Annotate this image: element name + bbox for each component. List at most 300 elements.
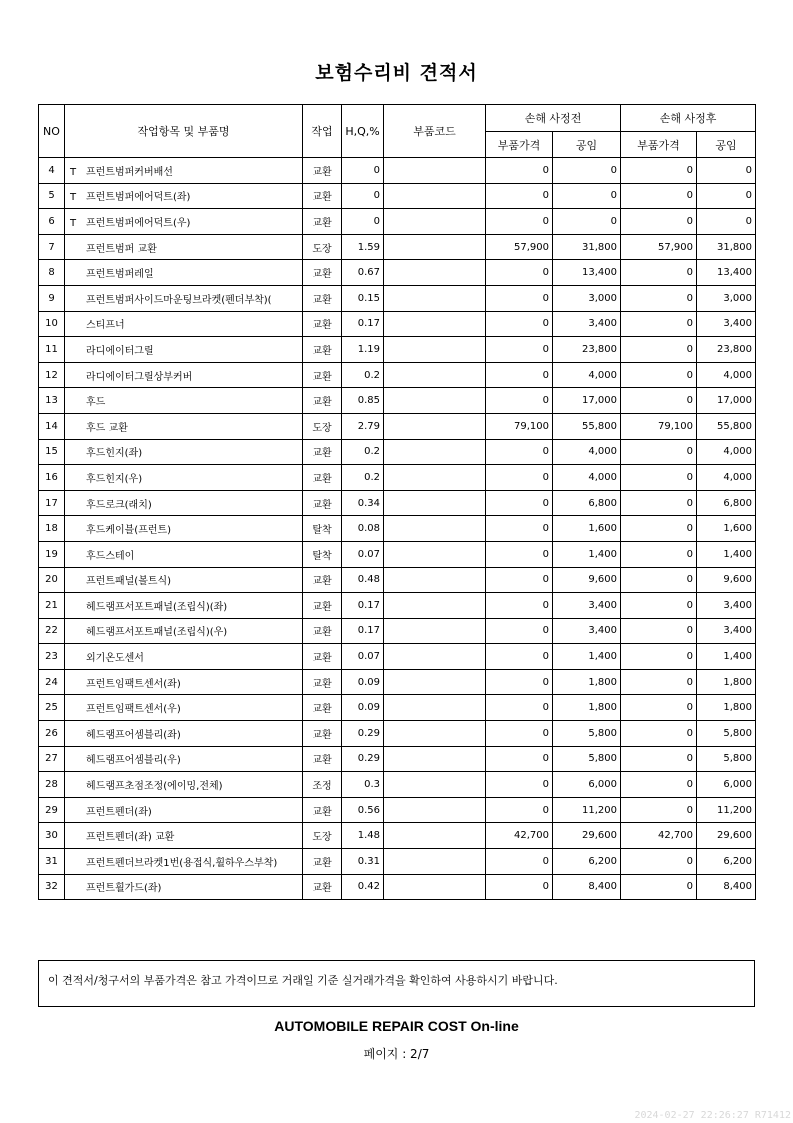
row-after-labor: 23,800: [697, 337, 756, 363]
row-before-part-price: 0: [486, 874, 553, 900]
row-before-labor: 1,800: [553, 695, 621, 721]
table-row: [39, 721, 756, 747]
row-part-code: [384, 772, 486, 798]
row-before-part-price: 0: [486, 439, 553, 465]
row-part-code: [384, 439, 486, 465]
header-after-labor: 공임: [697, 132, 756, 158]
row-item-label: 프런트범퍼에어덕트(우): [86, 217, 191, 229]
table-row: [39, 797, 756, 823]
row-before-labor: 4,000: [553, 439, 621, 465]
row-item-name: [65, 849, 303, 875]
row-part-code: [384, 158, 486, 184]
row-item-label: 프런트범퍼 교환: [86, 243, 157, 255]
row-item-label: 후드로크(래치): [86, 499, 152, 511]
row-work-type: 교환: [303, 746, 342, 772]
row-item-label: 후드힌지(우): [86, 473, 143, 485]
row-item-label: 프런트펜더브라켓1번(용접식,휠하우스부착): [86, 857, 278, 869]
row-no: 17: [39, 490, 65, 516]
row-hq: 0.07: [342, 541, 384, 567]
row-part-code: [384, 490, 486, 516]
row-after-part-price: 0: [621, 746, 697, 772]
table-row: [39, 285, 756, 311]
price-notice: 이 견적서/청구서의 부품가격은 참고 가격이므로 거래일 기준 실거래가격을 확인하여 사용하시기 바랍니다.: [38, 960, 755, 1007]
row-before-labor: 1,600: [553, 516, 621, 542]
row-item-label: 헤드램프서포트패널(조립식)(우): [86, 627, 228, 639]
row-item-name: [65, 541, 303, 567]
header-no: NO: [39, 105, 65, 158]
row-after-labor: 1,800: [697, 695, 756, 721]
row-hq: 0.31: [342, 849, 384, 875]
row-work-type: 교환: [303, 285, 342, 311]
row-no: 8: [39, 260, 65, 286]
row-before-part-price: 0: [486, 209, 553, 235]
row-before-labor: 0: [553, 158, 621, 184]
row-item-label: 라디에이터그릴: [86, 345, 154, 357]
row-before-labor: 9,600: [553, 567, 621, 593]
row-hq: 0.3: [342, 772, 384, 798]
row-item-name: [65, 260, 303, 286]
row-item-label: 스티프너: [86, 320, 125, 332]
row-after-part-price: 79,100: [621, 413, 697, 439]
row-item-name: [65, 618, 303, 644]
row-no: 11: [39, 337, 65, 363]
row-before-labor: 29,600: [553, 823, 621, 849]
row-item-name: [65, 797, 303, 823]
row-work-type: 교환: [303, 874, 342, 900]
row-after-part-price: 0: [621, 644, 697, 670]
document-title: 보험수리비 견적서: [315, 62, 478, 84]
estimate-rows: [39, 158, 756, 900]
row-before-labor: 6,800: [553, 490, 621, 516]
row-item-label: 프런트범퍼에어덕트(좌): [86, 192, 191, 204]
row-part-code: [384, 234, 486, 260]
row-item-label: 후드 교환: [86, 422, 128, 434]
header-before-adjustment: 손해 사정전: [486, 105, 621, 132]
row-after-labor: 1,600: [697, 516, 756, 542]
row-before-part-price: 0: [486, 721, 553, 747]
row-work-type: 교환: [303, 490, 342, 516]
row-no: 9: [39, 285, 65, 311]
row-after-labor: 1,400: [697, 541, 756, 567]
row-no: 12: [39, 362, 65, 388]
row-before-labor: 6,000: [553, 772, 621, 798]
row-work-type: 교환: [303, 721, 342, 747]
row-after-part-price: 0: [621, 541, 697, 567]
row-item-label: 후드케이블(프런트): [86, 525, 172, 537]
row-item-name: [65, 874, 303, 900]
row-work-type: 교환: [303, 465, 342, 491]
row-before-part-price: 0: [486, 183, 553, 209]
row-work-type: 탈착: [303, 541, 342, 567]
row-after-labor: 5,800: [697, 746, 756, 772]
row-item-name: [65, 413, 303, 439]
table-row: [39, 158, 756, 184]
table-row: [39, 234, 756, 260]
row-hq: 0.09: [342, 695, 384, 721]
row-item-label: 외기온도센서: [86, 653, 144, 665]
row-hq: 0: [342, 158, 384, 184]
row-part-code: [384, 797, 486, 823]
row-after-part-price: 0: [621, 183, 697, 209]
table-row: [39, 388, 756, 414]
row-item-name: [65, 234, 303, 260]
row-before-part-price: 57,900: [486, 234, 553, 260]
row-item-name: [65, 337, 303, 363]
row-item-label: 프런트범퍼사이드마운팅브라켓(펜더부착)(: [86, 294, 272, 306]
table-row: [39, 413, 756, 439]
row-work-type: 교환: [303, 593, 342, 619]
row-after-labor: 9,600: [697, 567, 756, 593]
row-after-labor: 0: [697, 209, 756, 235]
row-before-part-price: 0: [486, 465, 553, 491]
row-after-labor: 8,400: [697, 874, 756, 900]
row-hq: 0.07: [342, 644, 384, 670]
row-after-part-price: 0: [621, 516, 697, 542]
row-item-name: [65, 465, 303, 491]
row-item-name: [65, 183, 303, 209]
row-before-part-price: 0: [486, 388, 553, 414]
row-work-type: 도장: [303, 823, 342, 849]
row-after-labor: 0: [697, 183, 756, 209]
table-row: [39, 260, 756, 286]
table-row: [39, 644, 756, 670]
row-after-part-price: 0: [621, 337, 697, 363]
row-before-part-price: 0: [486, 516, 553, 542]
row-after-part-price: 0: [621, 465, 697, 491]
row-before-part-price: 0: [486, 772, 553, 798]
row-item-label: 후드: [86, 397, 106, 409]
row-item-label: 프런트임팩트센서(좌): [86, 678, 181, 690]
row-item-name: [65, 516, 303, 542]
row-work-type: 교환: [303, 797, 342, 823]
row-before-part-price: 0: [486, 260, 553, 286]
header-part-code: 부품코드: [384, 105, 486, 158]
row-before-labor: 3,400: [553, 593, 621, 619]
row-no: 15: [39, 439, 65, 465]
row-item-name: [65, 823, 303, 849]
table-row: [39, 874, 756, 900]
row-part-code: [384, 695, 486, 721]
row-hq: 0.2: [342, 465, 384, 491]
row-item-name: [65, 388, 303, 414]
row-after-part-price: 0: [621, 311, 697, 337]
row-no: 24: [39, 669, 65, 695]
row-hq: 0.85: [342, 388, 384, 414]
row-before-labor: 4,000: [553, 465, 621, 491]
table-row: [39, 311, 756, 337]
row-before-part-price: 0: [486, 849, 553, 875]
row-before-part-price: 0: [486, 337, 553, 363]
row-before-labor: 4,000: [553, 362, 621, 388]
row-hq: 0: [342, 209, 384, 235]
row-mark: T: [70, 192, 77, 204]
row-after-part-price: 0: [621, 695, 697, 721]
row-no: 16: [39, 465, 65, 491]
row-hq: 0.17: [342, 593, 384, 619]
row-after-part-price: 0: [621, 490, 697, 516]
header-before-part-price: 부품가격: [486, 132, 553, 158]
row-hq: 0.2: [342, 439, 384, 465]
row-work-type: 교환: [303, 439, 342, 465]
row-after-labor: 5,800: [697, 721, 756, 747]
page-number: 페이지 : 2/7: [363, 1047, 430, 1061]
row-before-labor: 55,800: [553, 413, 621, 439]
row-before-labor: 11,200: [553, 797, 621, 823]
row-hq: 0.48: [342, 567, 384, 593]
row-after-labor: 3,400: [697, 618, 756, 644]
row-item-label: 프런트패널(볼트식): [86, 576, 172, 588]
row-hq: 1.19: [342, 337, 384, 363]
table-row: [39, 439, 756, 465]
row-before-labor: 5,800: [553, 721, 621, 747]
row-after-part-price: 0: [621, 362, 697, 388]
row-after-part-price: 57,900: [621, 234, 697, 260]
row-part-code: [384, 260, 486, 286]
row-after-part-price: 0: [621, 285, 697, 311]
row-part-code: [384, 593, 486, 619]
row-no: 14: [39, 413, 65, 439]
row-before-labor: 1,400: [553, 644, 621, 670]
row-after-part-price: 0: [621, 158, 697, 184]
row-item-label: 후드힌지(좌): [86, 448, 143, 460]
row-no: 19: [39, 541, 65, 567]
row-item-label: 프런트임팩트센서(우): [86, 704, 181, 716]
row-before-labor: 6,200: [553, 849, 621, 875]
row-no: 31: [39, 849, 65, 875]
row-before-part-price: 79,100: [486, 413, 553, 439]
row-no: 27: [39, 746, 65, 772]
table-row: [39, 746, 756, 772]
row-after-labor: 1,800: [697, 669, 756, 695]
row-hq: 0.42: [342, 874, 384, 900]
row-before-labor: 0: [553, 183, 621, 209]
row-no: 26: [39, 721, 65, 747]
row-no: 32: [39, 874, 65, 900]
row-before-part-price: 0: [486, 285, 553, 311]
row-part-code: [384, 516, 486, 542]
row-hq: 0.29: [342, 721, 384, 747]
row-before-part-price: 42,700: [486, 823, 553, 849]
row-after-part-price: 0: [621, 849, 697, 875]
row-after-labor: 4,000: [697, 465, 756, 491]
row-part-code: [384, 541, 486, 567]
row-part-code: [384, 388, 486, 414]
row-before-labor: 3,400: [553, 618, 621, 644]
row-no: 25: [39, 695, 65, 721]
row-no: 30: [39, 823, 65, 849]
row-work-type: 탈착: [303, 516, 342, 542]
row-work-type: 교환: [303, 209, 342, 235]
row-part-code: [384, 874, 486, 900]
row-mark: T: [70, 217, 77, 229]
row-after-part-price: 42,700: [621, 823, 697, 849]
row-hq: 1.59: [342, 234, 384, 260]
row-item-name: [65, 490, 303, 516]
table-row: [39, 209, 756, 235]
row-part-code: [384, 721, 486, 747]
row-after-labor: 3,000: [697, 285, 756, 311]
row-hq: 1.48: [342, 823, 384, 849]
row-before-part-price: 0: [486, 158, 553, 184]
row-hq: 0.2: [342, 362, 384, 388]
table-row: [39, 695, 756, 721]
row-item-name: [65, 158, 303, 184]
estimate-table: [38, 104, 756, 900]
row-after-labor: 17,000: [697, 388, 756, 414]
header-before-labor: 공임: [553, 132, 621, 158]
row-item-name: [65, 209, 303, 235]
row-no: 4: [39, 158, 65, 184]
row-after-part-price: 0: [621, 618, 697, 644]
row-part-code: [384, 669, 486, 695]
row-work-type: 교환: [303, 362, 342, 388]
row-no: 6: [39, 209, 65, 235]
row-no: 23: [39, 644, 65, 670]
row-work-type: 교환: [303, 337, 342, 363]
row-work-type: 도장: [303, 234, 342, 260]
row-item-label: 프런트펜더(좌): [86, 806, 152, 818]
row-work-type: 교환: [303, 388, 342, 414]
row-part-code: [384, 413, 486, 439]
footer-brand: AUTOMOBILE REPAIR COST On-line: [274, 1018, 519, 1034]
row-part-code: [384, 746, 486, 772]
header-hq: H,Q,%: [342, 105, 384, 158]
row-after-labor: 55,800: [697, 413, 756, 439]
row-before-part-price: 0: [486, 311, 553, 337]
row-before-labor: 23,800: [553, 337, 621, 363]
row-before-part-price: 0: [486, 618, 553, 644]
row-no: 22: [39, 618, 65, 644]
row-mark: T: [70, 166, 77, 178]
row-item-name: [65, 285, 303, 311]
row-item-label: 프런트펜더(좌) 교환: [86, 832, 175, 844]
row-after-labor: 6,000: [697, 772, 756, 798]
row-work-type: 조정: [303, 772, 342, 798]
row-hq: 0.17: [342, 311, 384, 337]
row-work-type: 도장: [303, 413, 342, 439]
row-before-labor: 5,800: [553, 746, 621, 772]
row-before-labor: 13,400: [553, 260, 621, 286]
row-after-labor: 3,400: [697, 593, 756, 619]
row-part-code: [384, 618, 486, 644]
row-part-code: [384, 567, 486, 593]
row-work-type: 교환: [303, 669, 342, 695]
row-item-name: [65, 772, 303, 798]
row-before-labor: 31,800: [553, 234, 621, 260]
row-before-labor: 8,400: [553, 874, 621, 900]
row-item-label: 헤드램프어셈블리(우): [86, 755, 181, 767]
row-item-label: 프런트범퍼레일: [86, 269, 154, 281]
row-item-name: [65, 439, 303, 465]
row-before-labor: 3,000: [553, 285, 621, 311]
table-row: [39, 849, 756, 875]
row-after-labor: 31,800: [697, 234, 756, 260]
header-after-adjustment: 손해 사정후: [621, 105, 756, 132]
row-after-part-price: 0: [621, 772, 697, 798]
row-work-type: 교환: [303, 618, 342, 644]
row-before-labor: 1,800: [553, 669, 621, 695]
table-row: [39, 618, 756, 644]
row-item-label: 헤드램프어셈블리(좌): [86, 729, 181, 741]
row-work-type: 교환: [303, 158, 342, 184]
table-row: [39, 823, 756, 849]
row-hq: 0.34: [342, 490, 384, 516]
row-after-part-price: 0: [621, 797, 697, 823]
row-after-labor: 0: [697, 158, 756, 184]
row-after-labor: 3,400: [697, 311, 756, 337]
table-row: [39, 465, 756, 491]
row-item-name: [65, 362, 303, 388]
header-work: 작업: [303, 105, 342, 158]
row-work-type: 교환: [303, 849, 342, 875]
row-item-name: [65, 311, 303, 337]
header-item: 작업항목 및 부품명: [65, 105, 303, 158]
row-item-name: [65, 669, 303, 695]
row-hq: 0.08: [342, 516, 384, 542]
row-item-name: [65, 721, 303, 747]
row-item-name: [65, 695, 303, 721]
row-no: 21: [39, 593, 65, 619]
row-hq: 0.67: [342, 260, 384, 286]
table-row: [39, 593, 756, 619]
row-item-name: [65, 593, 303, 619]
row-work-type: 교환: [303, 644, 342, 670]
row-no: 10: [39, 311, 65, 337]
row-before-labor: 3,400: [553, 311, 621, 337]
row-no: 5: [39, 183, 65, 209]
row-after-part-price: 0: [621, 388, 697, 414]
row-part-code: [384, 362, 486, 388]
row-part-code: [384, 183, 486, 209]
row-work-type: 교환: [303, 567, 342, 593]
row-after-labor: 13,400: [697, 260, 756, 286]
row-work-type: 교환: [303, 695, 342, 721]
row-item-label: 헤드램프초점조정(에이밍,전체): [86, 781, 223, 793]
row-before-part-price: 0: [486, 541, 553, 567]
row-hq: 2.79: [342, 413, 384, 439]
table-row: [39, 362, 756, 388]
table-row: [39, 541, 756, 567]
table-row: [39, 490, 756, 516]
row-work-type: 교환: [303, 183, 342, 209]
row-part-code: [384, 465, 486, 491]
row-before-part-price: 0: [486, 669, 553, 695]
row-work-type: 교환: [303, 311, 342, 337]
row-after-labor: 11,200: [697, 797, 756, 823]
table-row: [39, 669, 756, 695]
row-before-labor: 17,000: [553, 388, 621, 414]
row-no: 28: [39, 772, 65, 798]
row-after-labor: 6,800: [697, 490, 756, 516]
row-after-labor: 6,200: [697, 849, 756, 875]
row-before-labor: 0: [553, 209, 621, 235]
header-after-part-price: 부품가격: [621, 132, 697, 158]
row-before-part-price: 0: [486, 797, 553, 823]
row-after-part-price: 0: [621, 439, 697, 465]
row-no: 7: [39, 234, 65, 260]
row-before-part-price: 0: [486, 746, 553, 772]
row-before-part-price: 0: [486, 695, 553, 721]
row-part-code: [384, 311, 486, 337]
row-after-part-price: 0: [621, 721, 697, 747]
row-after-part-price: 0: [621, 593, 697, 619]
row-after-labor: 4,000: [697, 362, 756, 388]
row-before-part-price: 0: [486, 490, 553, 516]
row-item-name: [65, 644, 303, 670]
row-item-name: [65, 746, 303, 772]
table-row: [39, 183, 756, 209]
row-before-part-price: 0: [486, 362, 553, 388]
